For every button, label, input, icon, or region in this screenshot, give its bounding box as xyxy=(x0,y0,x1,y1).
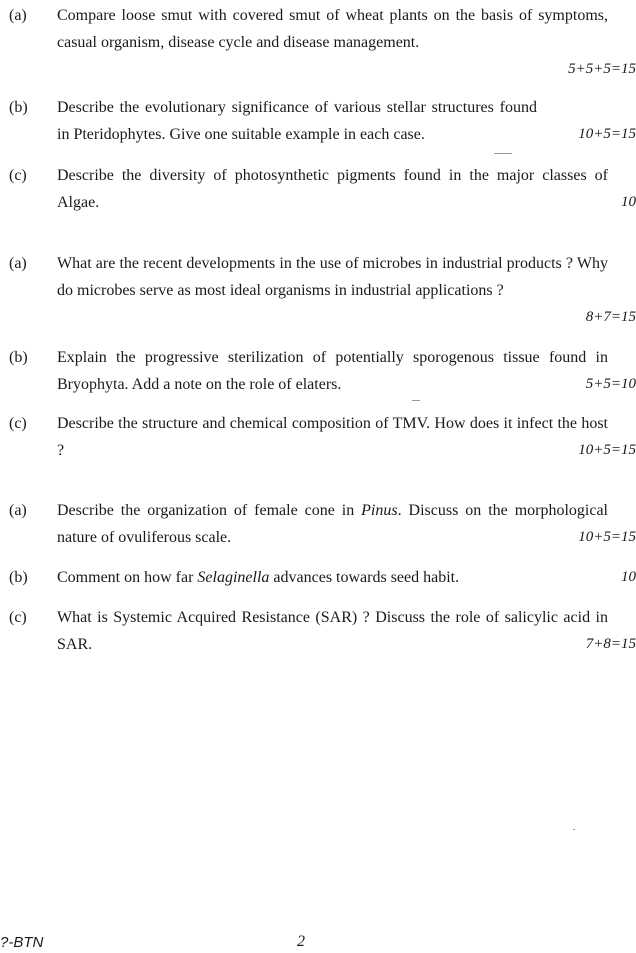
page-number: 2 xyxy=(297,933,305,950)
question-text: What are the recent developments in the use of microbes in industrial products ? Why do microbes serve as most ideal organisms in industrial applications ? xyxy=(57,255,608,299)
question-text-start: Describe the organization of female cone in xyxy=(57,502,362,519)
question-text-end: . Discuss on the morphological nature of ovuliferous scale. xyxy=(57,502,608,546)
question-marks: 7+8=15 xyxy=(585,636,636,652)
question-text: What is Systemic Acquired Resistance (SAR) ? Discuss the role of salicylic acid in SAR. xyxy=(57,609,608,653)
question-marks: 8+7=15 xyxy=(585,309,636,325)
paper-code: ?-BTN xyxy=(0,934,44,951)
question-text xyxy=(57,564,608,591)
question-marks: 10+5=15 xyxy=(578,126,636,142)
question-label: (b) xyxy=(9,349,28,366)
question-label: (b) xyxy=(9,99,28,116)
scan-speck xyxy=(494,153,512,154)
question-text: Explain the progressive sterilization of potentially sporogenous tissue found in Bryophyta. Add a note on the role of elaters. xyxy=(57,349,608,393)
question-marks: 10+5=15 xyxy=(578,442,636,458)
question-marks: 10 xyxy=(621,569,636,585)
question-marks: 5+5=10 xyxy=(585,376,636,392)
scan-speck xyxy=(412,400,420,401)
genus-name: Selaginella xyxy=(197,569,270,586)
scan-speck xyxy=(573,829,575,830)
question-label: (a) xyxy=(9,502,27,519)
question-text-end: advances towards seed habit. xyxy=(269,569,460,586)
question-text xyxy=(57,497,608,551)
question-label: (c) xyxy=(9,415,27,432)
question-text: Describe the evolutionary significance of various stellar structures found in Pteridophytes. Give one suitable example in each case. xyxy=(57,99,537,143)
question-label: (a) xyxy=(9,255,27,272)
question-label: (c) xyxy=(9,167,27,184)
question-label: (b) xyxy=(9,569,28,586)
question-text: Compare loose smut with covered smut of wheat plants on the basis of symptoms, casual organism, disease cycle and disease management. xyxy=(57,7,608,51)
question-text-start: Comment on how far xyxy=(57,569,198,586)
genus-name: Pinus xyxy=(361,502,398,519)
question-text: Describe the diversity of photosynthetic pigments found in the major classes of Algae. xyxy=(57,167,608,211)
question-label: (a) xyxy=(9,7,27,24)
question-marks: 10+5=15 xyxy=(578,529,636,545)
question-marks: 5+5+5=15 xyxy=(568,61,636,77)
question-marks: 10 xyxy=(621,194,636,210)
question-label: (c) xyxy=(9,609,27,626)
question-text: Describe the structure and chemical composition of TMV. How does it infect the host ? xyxy=(57,415,608,459)
